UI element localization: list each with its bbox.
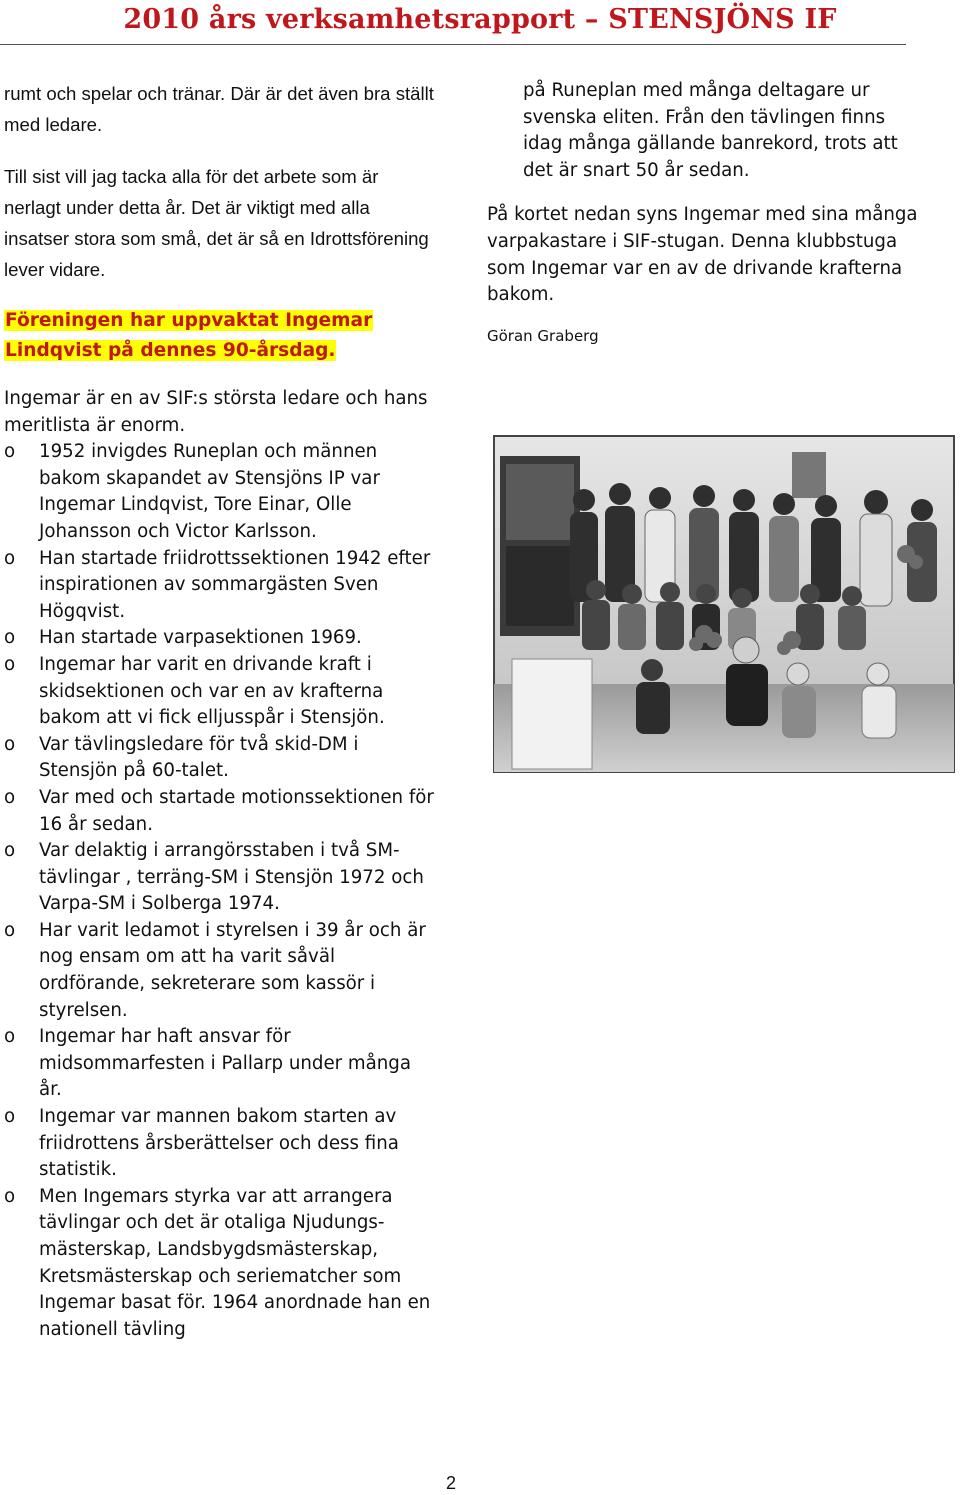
bullet-marker: o: [4, 786, 16, 808]
list-item-text: Har varit ledamot i styrelsen i 39 år och är nog ensam om att ha varit såväl ordförande, sekreterare som kassör i styrelsen.: [39, 919, 426, 1021]
bullet-marker: o: [4, 653, 16, 675]
intro-paragraph-2: Till sist vill jag tacka alla för det arbete som är nerlagt under detta år. Det är viktigt med alla insatser stora som små, det är så en Idrottsförening lever vidare.: [4, 166, 429, 280]
list-item: [4, 1184, 434, 1344]
list-item-text: Ingemar var mannen bakom starten av friidrottens årsberättelser och dess fina statistik.: [39, 1106, 399, 1181]
bullet-marker: o: [4, 1106, 16, 1128]
bullet-marker: o: [4, 627, 16, 649]
highlight-paragraph: [4, 306, 434, 366]
bullet-marker: o: [4, 547, 16, 569]
list-item-text: Var tävlingsledare för två skid-DM i Stensjön på 60-talet.: [39, 733, 359, 782]
list-item: [4, 652, 434, 732]
group-photo: [492, 434, 956, 774]
bullet-marker: o: [4, 840, 16, 862]
list-item: [4, 439, 434, 545]
highlighted-announcement: Föreningen har uppvaktat Ingemar Lindqvist på dennes 90-årsdag.: [5, 310, 373, 361]
continuation-paragraph: på Runeplan med många deltagare ur svenska eliten. Från den tävlingen finns idag många gällande banrekord, trots att det är snart 50 år sedan.: [523, 80, 898, 181]
lead-paragraph: Ingemar är en av SIF:s största ledare och hans meritlista är enorm.: [4, 388, 428, 436]
header-divider: [0, 44, 906, 45]
list-item: [4, 1104, 434, 1184]
list-item-text: Men Ingemars styrka var att arrangera tävlingar och det är otaliga Njudungs-mästerskap, Landsbygdsmästerskap, Kretsmästerskap och seriematcher som Ingemar basat för. 1964 anordnade han en nationell tävling: [39, 1185, 431, 1340]
list-item: [4, 546, 434, 626]
list-item-text: 1952 invigdes Runeplan och männen bakom skapandet av Stensjöns IP var Ingemar Lindqvist, Tore Einar, Olle Johansson och Victor Karlsson.: [39, 441, 380, 542]
list-item: [4, 625, 434, 652]
left-column: [4, 78, 434, 1343]
bullet-marker: o: [4, 1185, 16, 1207]
list-item: [4, 785, 434, 838]
list-item-text: Han startade varpasektionen 1969.: [39, 627, 362, 649]
list-item: [4, 1024, 434, 1104]
photo-caption: På kortet nedan syns Ingemar med sina många varpakastare i SIF-stugan. Denna klubbstuga som Ingemar var en av de drivande krafterna bakom.: [487, 204, 918, 306]
bullet-marker: o: [4, 441, 16, 463]
bullet-marker: o: [4, 919, 16, 941]
author-signature: Göran Graberg: [487, 326, 599, 345]
list-item: [4, 838, 434, 918]
list-item-text: Var med och startade motionssektionen för 16 år sedan.: [39, 786, 434, 835]
report-title: 2010 års verksamhetsrapport – STENSJÖNS IF: [123, 4, 837, 35]
page-header: [0, 0, 960, 48]
list-item: [4, 918, 434, 1024]
intro-paragraph-1: rumt och spelar och tränar. Där är det även bra ställt med ledare.: [4, 83, 434, 135]
list-item-text: Var delaktig i arrangörsstaben i två SM-tävlingar , terräng-SM i Stensjön 1972 och Varpa-SM i Solberga 1974.: [39, 840, 424, 915]
list-item-text: Han startade friidrottssektionen 1942 efter inspirationen av sommargästen Sven Högqvist.: [39, 547, 431, 622]
group-photo-image: [492, 434, 956, 774]
list-item: [4, 732, 434, 785]
merit-list: [4, 439, 434, 1343]
list-item-text: Ingemar har varit en drivande kraft i skidsektionen och var en av krafterna bakom att vi fick elljusspår i Stensjön.: [39, 653, 385, 729]
page-number: 2: [445, 1473, 456, 1493]
bullet-marker: o: [4, 733, 16, 755]
bullet-marker: o: [4, 1026, 16, 1048]
list-item-text: Ingemar har haft ansvar för midsommarfesten i Pallarp under många år.: [39, 1026, 411, 1101]
right-column: [487, 78, 927, 345]
